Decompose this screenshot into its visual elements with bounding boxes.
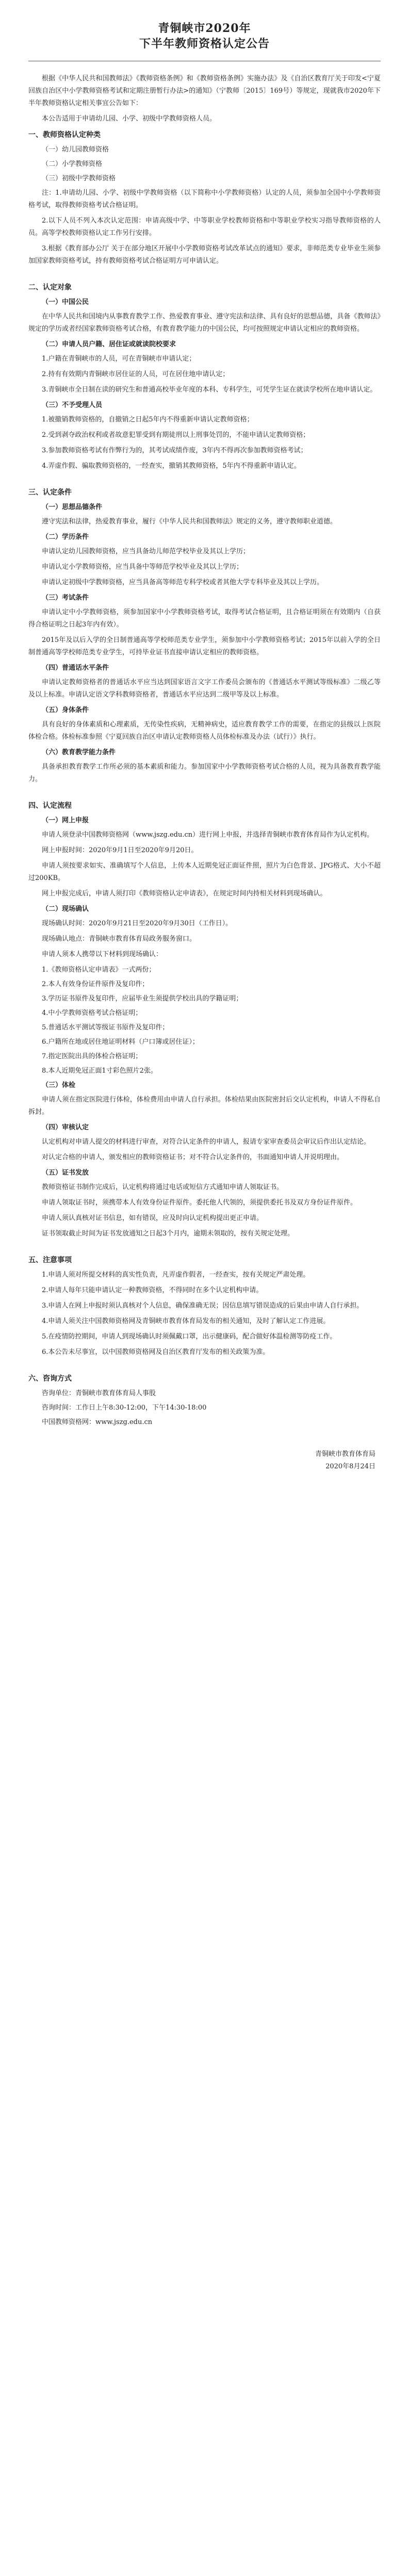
body-paragraph: 申请人须登录中国教师资格网（www.jszg.edu.cn）进行网上申报，并选择青铜峡市教育体育局作为认定机构。 [42,831,374,839]
list-item: 3.学历证书原件及复印件，应届毕业生须提供学校出具的学籍证明； [42,995,243,1003]
subsection-title: （二）申请人员户籍、居住证或就读院校要求 [42,341,176,348]
body-paragraph: 申请认定幼儿园教师资格，应当具备幼儿师范学校毕业及其以上学历； [42,548,250,555]
body-paragraph: 2.持有有效期内青铜峡市居住证的人员，可在居住地申请认定； [42,370,230,378]
notice-item: 5.在疫情防控期间，申请人到现场确认时须佩戴口罩，出示健康码，配合做好体温检测等防疫工作。 [42,1333,337,1341]
list-item: 2.本人有效身份证件原件及复印件； [42,980,149,988]
body-paragraph: 申请人须按要求如实、准确填写个人信息，上传本人近期免冠正面证件照，照片为白色背景、JPG格式、大小不超过200KB。 [28,862,381,882]
body-paragraph: 具有良好的身体素质和心理素质，无传染性疾病，无精神病史，适应教育教学工作的需要，在指定的县级以上医院体检合格。体检标准参照《宁夏回族自治区申请认定教师资格人员体检标准及办法（试行）》执行。 [28,721,381,741]
body-paragraph: 2015年及以后入学的全日制普通高等学校师范类专业学生，须参加中小学教师资格考试；2015年以前入学的全日制普通高等学校师范类专业学生，可持毕业证书直接申请认定相应的教师资格。 [28,636,381,656]
body-paragraph: 网上申报完成后，申请人须打印《教师资格认定申请表》，在规定时间内持相关材料到现场确认。 [42,890,327,897]
body-paragraph: 4.弄虚作假、骗取教师资格的，一经查实，撤销其教师资格，5年内不得重新申请认定。 [42,462,301,470]
body-paragraph: 证书领取截止时间为证书发放通知之日起3个月内，逾期未领取的，按有关规定处理。 [42,1230,295,1238]
body-paragraph: 具备承担教育教学工作所必须的基本素质和能力。参加国家中小学教师资格考试合格的人员，视为具备教育教学能力。 [28,763,381,783]
subsection-title: （二）学历条件 [42,533,89,541]
section-title: 四、认定流程 [28,802,72,810]
body-paragraph: 申请认定教师资格者的普通话水平应当达到国家语言文字工作委员会颁布的《普通话水平测试等级标准》二级乙等及以上标准。申请认定语文学科教师资格者，普通话水平应达到二级甲等及以上标准。 [28,679,381,699]
notice-item: 4.申请人须关注中国教师资格网及青铜峡市教育体育局发布的相关通知，及时了解认定工作进展。 [42,1317,330,1325]
subsection-title: （六）教育教学能力条件 [42,749,116,756]
list-item: （二）小学教师资格 [42,160,103,168]
notice-item: 2.申请人每年只能申请认定一种教师资格，不得同时在多个认定机构申请。 [42,1286,263,1294]
subsection-title: （四）审核认定 [42,1124,89,1131]
list-item: （三）初级中学教师资格 [42,175,116,182]
list-item: 1.《教师资格认定申请表》一式两份； [42,966,156,974]
section-title: 一、教师资格认定种类 [28,131,101,139]
subsection-title: （一）思想品德条件 [42,503,103,511]
list-item: 4.中小学教师资格考试合格证明； [42,1009,142,1017]
contact-item: 中国教师资格网：www.jszg.edu.cn [42,1418,153,1426]
body-paragraph: 对认定合格的申请人，颁发相应的教师资格证书；对不符合认定条件的，书面通知申请人并说明理由。 [42,1154,344,1161]
section-title: 三、认定条件 [28,488,72,497]
body-paragraph: 申请认定中小学教师资格，须参加国家中小学教师资格考试，取得考试合格证明，且合格证明须在有效期内（自获得合格证明之日起3年内有效）。 [28,608,381,629]
body-paragraph: 申请人须认真核对证书信息，如有错误，应及时向认定机构提出更正申请。 [42,1214,264,1222]
notice-item: 1.申请人须对所提交材料的真实性负责，凡弄虚作假者，一经查实，按有关规定严肃处理。 [42,1271,310,1279]
subsection-title: （四）普通话水平条件 [42,664,109,672]
subsection-title: （三）不予受理人员 [42,401,103,409]
list-item: 8.本人近期免冠正面1寸彩色照片2张。 [42,1067,157,1075]
notice-item: 3.申请人在网上申报时须认真核对个人信息，确保准确无误；因信息填写错误造成的后果由申请人自行承担。 [42,1302,364,1310]
body-paragraph: 现场确认地点：青铜峡市教育体育局政务服务窗口。 [42,935,197,943]
body-paragraph: 网上申报时间：2020年9月1日至2020年9月20日。 [42,846,198,854]
body-paragraph: 申请认定初级中学教师资格，应当具备高等师范专科学校或者其他大学专科毕业及其以上学历。 [42,579,324,586]
note-item: 3.根据《教育部办公厅 关于在部分地区开展中小学教师资格考试改革试点的通知》要求，非师范类专业毕业生须参加国家教师资格考试，持有教师资格考试合格证明方可申请认定。 [28,245,381,265]
contact-item: 咨询单位：青铜峡市教育体育局人事股 [42,1389,156,1397]
body-paragraph: 申请人须在指定医院进行体检，体检费用由申请人自行承担。体检结果由医院密封后交认定机构，申请人不得私自拆封。 [28,1096,381,1116]
body-paragraph: 遵守宪法和法律，热爱教育事业，履行《中华人民共和国教师法》规定的义务，遵守教师职业道德。 [42,518,337,526]
list-item: 5.普通话水平测试等级证书原件及复印件； [42,1024,169,1031]
subsection-title: （三）体检 [42,1081,76,1089]
page-title-line-1: 青铜峡市2020年 [158,22,251,35]
note-item: 2.以下人员不列入本次认定范围：申请高级中学、中等职业学校教师资格和中等职业学校实习指导教师资格的人员。高等学校教师资格认定工作另行安排。 [28,217,381,237]
body-paragraph: 申请人领取证书时，须携带本人有效身份证件原件。委托他人代领的，须提供委托书及双方身份证件原件。 [42,1199,357,1207]
page-title-line-2: 下半年教师资格认定公告 [139,37,270,50]
note-item: 注：1.申请幼儿园、小学、初级中学教师资格（以下简称中小学教师资格）认定的人员，须参加全国中小学教师资格考试，取得教师资格考试合格证明。 [28,189,381,209]
signature-org: 青铜峡市教育体育局 [315,1450,375,1458]
list-item: （一）幼儿园教师资格 [42,146,109,154]
notice-item: 6.本公告未尽事宜，以中国教师资格网及自治区教育厅发布的相关政策为准。 [42,1348,270,1356]
list-item: 7.指定医院出具的体检合格证明； [42,1053,142,1060]
list-item: 6.户籍所在地或居住地证明材料（户口簿或居住证）； [42,1038,199,1046]
subsection-title: （二）现场确认 [42,905,89,913]
section-title: 二、认定对象 [28,283,72,292]
intro-paragraph: 根据《中华人民共和国教师法》《教师资格条例》和《教师资格条例》实施办法》及《自治区教育厅关于印发<宁夏回族自治区中小学教师资格考试和定期注册暂行办法>的通知》（宁教师〔2015〕169号）等规定，现就我市2020年下半年教师资格认定相关事宜公告如下： [28,75,381,107]
contact-item: 咨询时间：工作日上午8:30-12:00，下午14:30-18:00 [42,1404,207,1412]
body-paragraph: 3.参加教师资格考试有作弊行为的，其考试成绩作废，3年内不得再次参加教师资格考试； [42,447,307,454]
body-paragraph: 申请人须本人携带以下材料到现场确认： [42,951,163,958]
subsection-title: （五）证书发放 [42,1169,89,1177]
section-title: 六、咨询方式 [28,1375,72,1383]
signature-date: 2020年8月24日 [325,1463,375,1470]
body-paragraph: 2.受到剥夺政治权利或者故意犯罪受到有期徒刑以上刑事处罚的，不能申请认定教师资格； [42,431,310,439]
section-title: 五、注意事项 [28,1256,72,1264]
body-paragraph: 1.被撤销教师资格的，自撤销之日起5年内不得重新申请认定教师资格； [42,416,254,423]
body-paragraph: 教师资格证书制作完成后，认定机构将通过电话或短信方式通知申请人领取证书。 [42,1183,284,1191]
subsection-title: （三）考试条件 [42,594,89,602]
body-paragraph: 现场确认时间：2020年9月21日至2020年9月30日（工作日）。 [42,920,233,927]
body-paragraph: 1.户籍在青铜峡市的人员，可在青铜峡市申请认定； [42,355,196,363]
intro-scope: 本公告适用于申请幼儿园、小学、初级中学教师资格人员。 [42,115,217,123]
body-paragraph: 3.青铜峡市全日制在读的研究生和普通高校毕业年度的本科、专科学生，可凭学生证在就读学校所在地申请认定。 [42,386,377,394]
subsection-title: （五）身体条件 [42,706,89,714]
body-paragraph: 申请认定小学教师资格，应当具备中等师范学校毕业及其以上学历； [42,563,243,571]
body-paragraph: 在中华人民共和国境内从事教育教学工作、热爱教育事业、遵守宪法和法律、具有良好的思想品德，具备《教师法》规定的学历或者经国家教师资格考试合格，有教育教学能力的中国公民，均可按照规定申请认定相应的教师资格。 [28,313,381,333]
subsection-title: （一）中国公民 [42,298,89,306]
body-paragraph: 认定机构对申请人提交的材料进行审查，对符合认定条件的申请人，报请专家审查委员会审议后作出认定结论。 [42,1138,371,1146]
subsection-title: （一）网上申报 [42,817,89,824]
